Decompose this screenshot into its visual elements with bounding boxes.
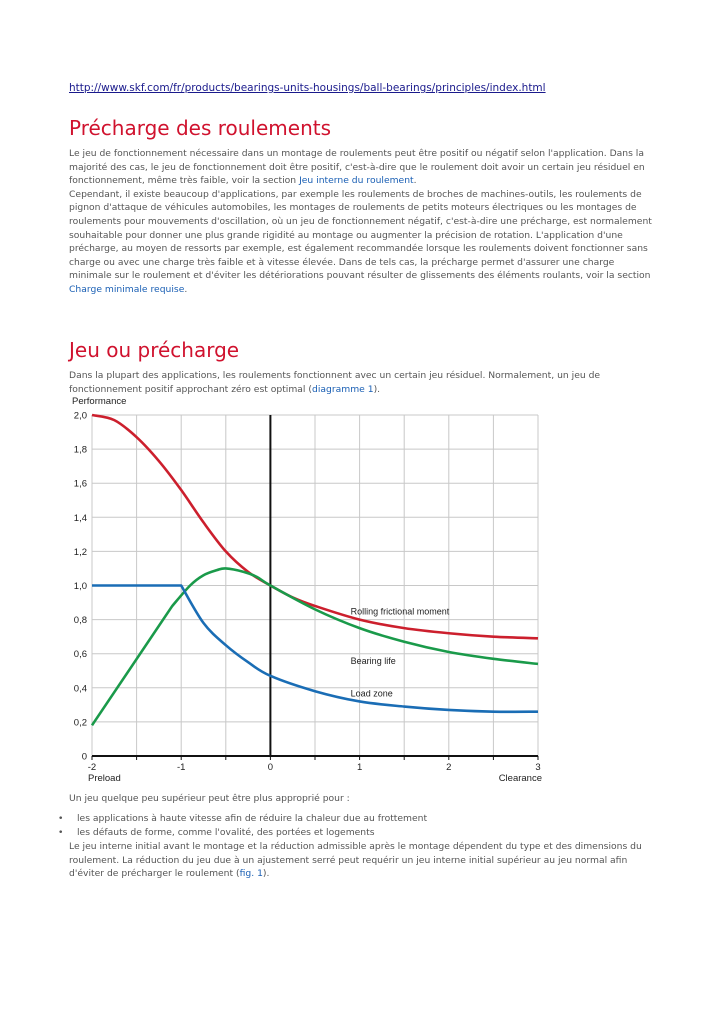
x-axis-label-left: Preload [88,773,121,784]
paragraph-text: Le jeu interne initial avant le montage et la réduction admissible après le montage dépendent du type et des dimensions du roulement. La réduction du jeu due à un ajustement serré peut requérir un jeu interne initial supérieur au jeu normal afin d'éviter de précharger le roulement ( [69,841,642,880]
bullet-marker: • [58,813,64,824]
list-item [58,812,427,826]
x-tick-label: 2 [446,762,452,773]
series-label: Bearing life [350,655,396,666]
closing-paragraph [69,840,659,881]
series-label: Rolling frictional moment [350,606,450,617]
y-tick-label: 1,4 [73,512,87,524]
y-tick-label: 0,4 [73,683,87,695]
link-jeu-interne[interactable]: Jeu interne du roulement [299,175,414,187]
paragraph-text: . [184,283,188,295]
y-tick-label: 2,0 [73,410,87,422]
y-tick-label: 0,8 [73,615,87,627]
x-tick-label: 1 [356,762,363,773]
paragraph-text: Dans la plupart des applications, les roulements fonctionnent avec un certain jeu résiduel. Normalement, un jeu de fonctionnement positif approchant zéro est optimal ( [69,370,601,395]
after-chart-text: Un jeu quelque peu supérieur peut être plus approprié pour : [69,793,350,804]
section-title-jeu: Jeu ou précharge [69,338,240,362]
paragraph-text: Le jeu de fonctionnement nécessaire dans un montage de roulements peut être positif ou négatif selon l'application. Dans la majorité des cas, le jeu de fonctionnement doit être positif, c'est-à-dire que le roulement doit avoir un certain jeu résiduel en fonctionnement, même très faible, voir la section [69,148,645,187]
y-tick-label: 1,6 [73,478,87,490]
x-tick-label: 0 [267,762,274,773]
y-axis-label: Performance [72,396,127,407]
paragraph-text: . [413,175,417,187]
y-tick-label: 1,8 [73,444,87,456]
y-tick-label: 0,6 [73,649,87,661]
performance-chart [60,393,550,788]
list-item-text: les défauts de forme, comme l'ovalité, des portées et logements [77,826,375,838]
x-tick-label: -1 [176,762,186,773]
bullet-marker: • [58,826,64,838]
list-item [58,826,427,840]
y-tick-label: 1,0 [73,581,87,592]
list-item-text: les applications à haute vitesse afin de réduire la chaleur due au frottement [77,813,428,824]
paragraph-text: ). [373,383,381,395]
series-label: Load zone [350,688,393,699]
paragraph-text: Cependant, il existe beaucoup d'applications, par exemple les roulements de broches de machines-outils, les roulements de pignon d'attaque de véhicules automobiles, les montages de roulements de petits moteurs électriques ou les montages de roulements pour mouvements d'oscillation, où un jeu de fonctionnement négatif, c'est-à-dire une précharge, est normalement souhaitable pour donner une plus grande rigidité au montage ou augmenter la précision de rotation. L'application d'une précharge, au moyen de ressorts par exemple, est également recommandée lorsque les roulements doivent fonctionner sans charge ou avec une charge très faible et à vitesse élevée. Dans de tels cas, la précharge permet d'assurer une charge minimale sur le roulement et d'éviter les détériorations pouvant résulter de glissements des éléments roulants, voir la section [69,188,652,282]
x-axis-label-right: Clearance [498,773,542,784]
precharge-paragraph [69,147,659,297]
link-charge-minimale[interactable]: Charge minimale requise [69,283,185,295]
x-tick-label: 3 [535,762,541,773]
y-tick-label: 1,2 [73,546,87,558]
paragraph-text: ). [262,868,270,880]
bullet-list [58,812,427,839]
link-diagramme-1[interactable]: diagramme 1 [312,383,374,395]
link-fig-1[interactable]: fig. 1 [239,868,263,880]
y-tick-label: 0,2 [73,717,87,729]
x-tick-label: -2 [87,762,97,773]
section-title-precharge: Précharge des roulements [69,116,332,140]
source-url[interactable]: http://www.skf.com/fr/products/bearings-units-housings/ball-bearings/principles/index.html [69,82,546,94]
y-tick-label: 0 [81,751,87,763]
